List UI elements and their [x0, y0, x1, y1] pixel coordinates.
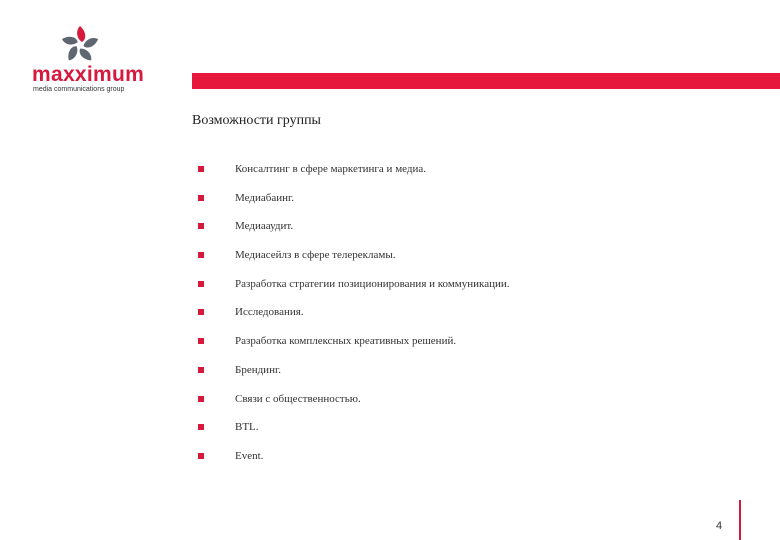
list-item-text: Разработка стратегии позиционирования и коммуникации.: [235, 277, 510, 290]
list-item-text: Event.: [235, 449, 264, 462]
list-item-text: Медиасейлз в сфере телерекламы.: [235, 249, 396, 262]
brand-logo: [28, 24, 145, 96]
brand-name: maxximum: [32, 63, 145, 86]
bullet-square-icon: [198, 367, 204, 373]
bullet-square-icon: [198, 195, 204, 201]
slide-title: Возможности группы: [192, 113, 321, 128]
bullet-square-icon: [198, 166, 204, 172]
star-logo-icon: [58, 24, 102, 66]
list-item-text: Медиабаинг.: [235, 191, 295, 204]
page-number: 4: [716, 520, 723, 532]
bullet-square-icon: [198, 252, 204, 258]
bullet-square-icon: [198, 453, 204, 459]
bullet-square-icon: [198, 338, 204, 344]
bullet-square-icon: [198, 281, 204, 287]
bullet-square-icon: [198, 424, 204, 430]
brand-tagline: media communications group: [33, 86, 125, 93]
bullet-square-icon: [198, 223, 204, 229]
list-item-text: Связи с общественностью.: [235, 392, 361, 405]
header-accent-bar: [192, 73, 780, 89]
page-number-divider: [739, 500, 741, 540]
list-item-text: BTL.: [235, 421, 259, 434]
bullet-square-icon: [198, 396, 204, 402]
list-item-text: Брендинг.: [235, 363, 281, 376]
list-item-text: Исследования.: [235, 306, 304, 319]
bullet-square-icon: [198, 309, 204, 315]
list-item-text: Разработка комплексных креативных решений.: [235, 335, 457, 348]
list-item-text: Медиааудит.: [235, 220, 294, 233]
list-item-text: Консалтинг в сфере маркетинга и медиа.: [235, 163, 427, 175]
